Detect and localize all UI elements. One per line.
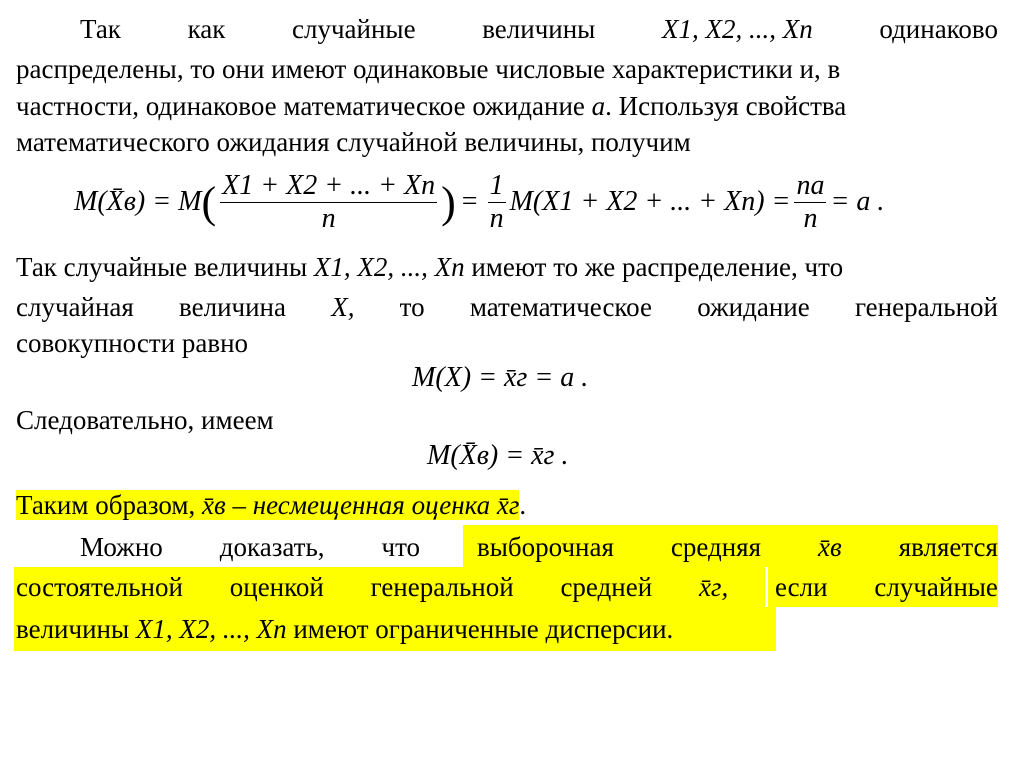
- p5-line2: состоятельной оценкой генеральной средней x̄г, если случайные: [16, 572, 998, 602]
- p2-line1: Так случайные величины X1, X2, ..., Xn имеют то же распределение, что: [16, 252, 844, 282]
- p1-line4: математического ожидания случайной величины, получим: [16, 127, 691, 157]
- p1-w2: как: [187, 14, 226, 44]
- formula-1-fraction: $\frac{X1 + X2 + ... + Xn}{n}$: [222, 169, 436, 234]
- p3-line: Следовательно, имеем: [16, 405, 274, 435]
- p1-line1: [16, 12, 998, 46]
- p2-line2: случайная величина X, то математическое ожидание генеральной: [16, 292, 998, 322]
- formula-1: M(X̄в) = M ( $\frac{X1 + X2 + ... + Xn}{n}$ ) = $\frac{1}{n}$ M(X1 + X2 + ... + Xn) = $\frac{na}{n}$ = a .: [74, 169, 885, 234]
- p2-line3: совокупности равно: [16, 328, 249, 358]
- p1-line3: частности, одинаковое математическое ожидание a. Используя свойства: [16, 91, 847, 121]
- p4-line: Таким образом, x̄в – несмещенная оценка x̄г.: [16, 490, 527, 520]
- p1-line2: распределены, то они имеют одинаковые числовые характеристики и, в: [16, 54, 841, 84]
- p1-w5: одинаково: [879, 14, 998, 44]
- p5-line1: Можно доказать, что выборочная средняя x̄в является: [80, 532, 998, 562]
- p1-w4: величины: [482, 14, 596, 44]
- p1-vars: X1, X2, ..., Xn: [661, 14, 813, 44]
- p1-w1: Так: [80, 14, 121, 44]
- formula-2: M(X) = x̄г = a .: [412, 362, 589, 393]
- p1-w3: случайные: [292, 14, 416, 44]
- p5-line3: величины X1, X2, ..., Xn имеют ограниченные дисперсии.: [16, 614, 674, 644]
- formula-3: M(X̄в) = x̄г .: [427, 440, 569, 471]
